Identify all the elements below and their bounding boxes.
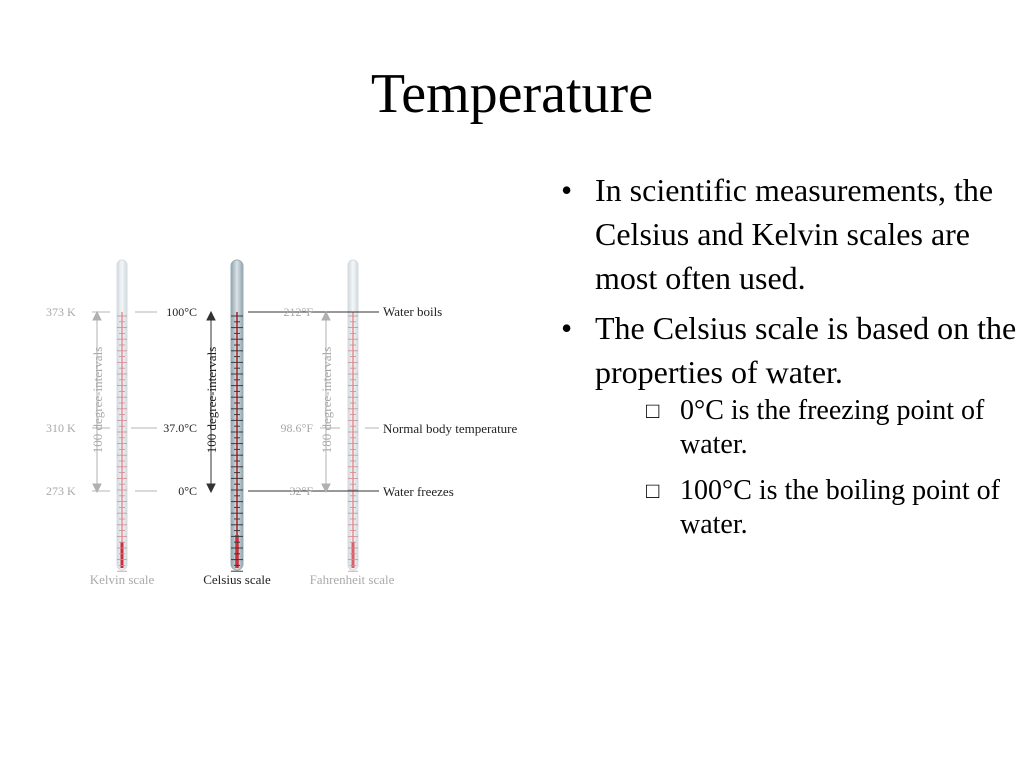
celsius-body-label: 37.0°C	[163, 421, 197, 435]
kelvin-caption: Kelvin scale	[89, 572, 155, 587]
fahrenheit-interval-label: 180 degree-intervals	[319, 346, 334, 454]
sub-bullet-item: □ 0°C is the freezing point of water.	[640, 394, 1020, 462]
fahrenheit-thermometer	[348, 260, 358, 571]
bullet-list	[555, 168, 1020, 542]
kelvin-freeze-label: 273 K	[46, 484, 76, 498]
water-lines	[248, 312, 379, 491]
sub-bullet-list	[595, 394, 1020, 542]
water-boils-label: Water boils	[383, 304, 443, 319]
bullet-text: The Celsius scale is based on the properties of water.	[595, 310, 1017, 390]
kelvin-boil-label: 373 K	[46, 305, 76, 319]
kelvin-thermometer	[117, 260, 127, 571]
celsius-boil-label: 100°C	[166, 305, 197, 319]
text-panel	[555, 168, 1020, 554]
fahrenheit-freeze-label: 32°F	[289, 484, 313, 498]
bullet-item: • In scientific measurements, the Celsius and Kelvin scales are most often used.	[555, 168, 1020, 300]
thermometer-figure	[30, 250, 550, 600]
fahrenheit-caption: Fahrenheit scale	[309, 572, 395, 587]
kelvin-body-label: 310 K	[46, 421, 76, 435]
water-freezes-label: Water freezes	[383, 484, 454, 499]
fahrenheit-body-label: 98.6°F	[280, 421, 313, 435]
body-temperature-label: Normal body temperature	[383, 421, 518, 436]
slide-title: Temperature	[370, 63, 654, 125]
fahrenheit-boil-label: 212°F	[283, 305, 313, 319]
celsius-freeze-label: 0°C	[178, 484, 197, 498]
celsius-thermometer	[231, 260, 243, 571]
thermometer-diagram	[30, 250, 550, 600]
kelvin-interval-label: 100 degree-intervals	[90, 346, 105, 454]
sub-bullet-item: □ 100°C is the boiling point of water.	[640, 474, 1020, 542]
celsius-interval-label: 100 degree-intervals	[204, 346, 219, 454]
bullet-item	[555, 306, 1020, 542]
celsius-caption: Celsius scale	[203, 572, 271, 587]
